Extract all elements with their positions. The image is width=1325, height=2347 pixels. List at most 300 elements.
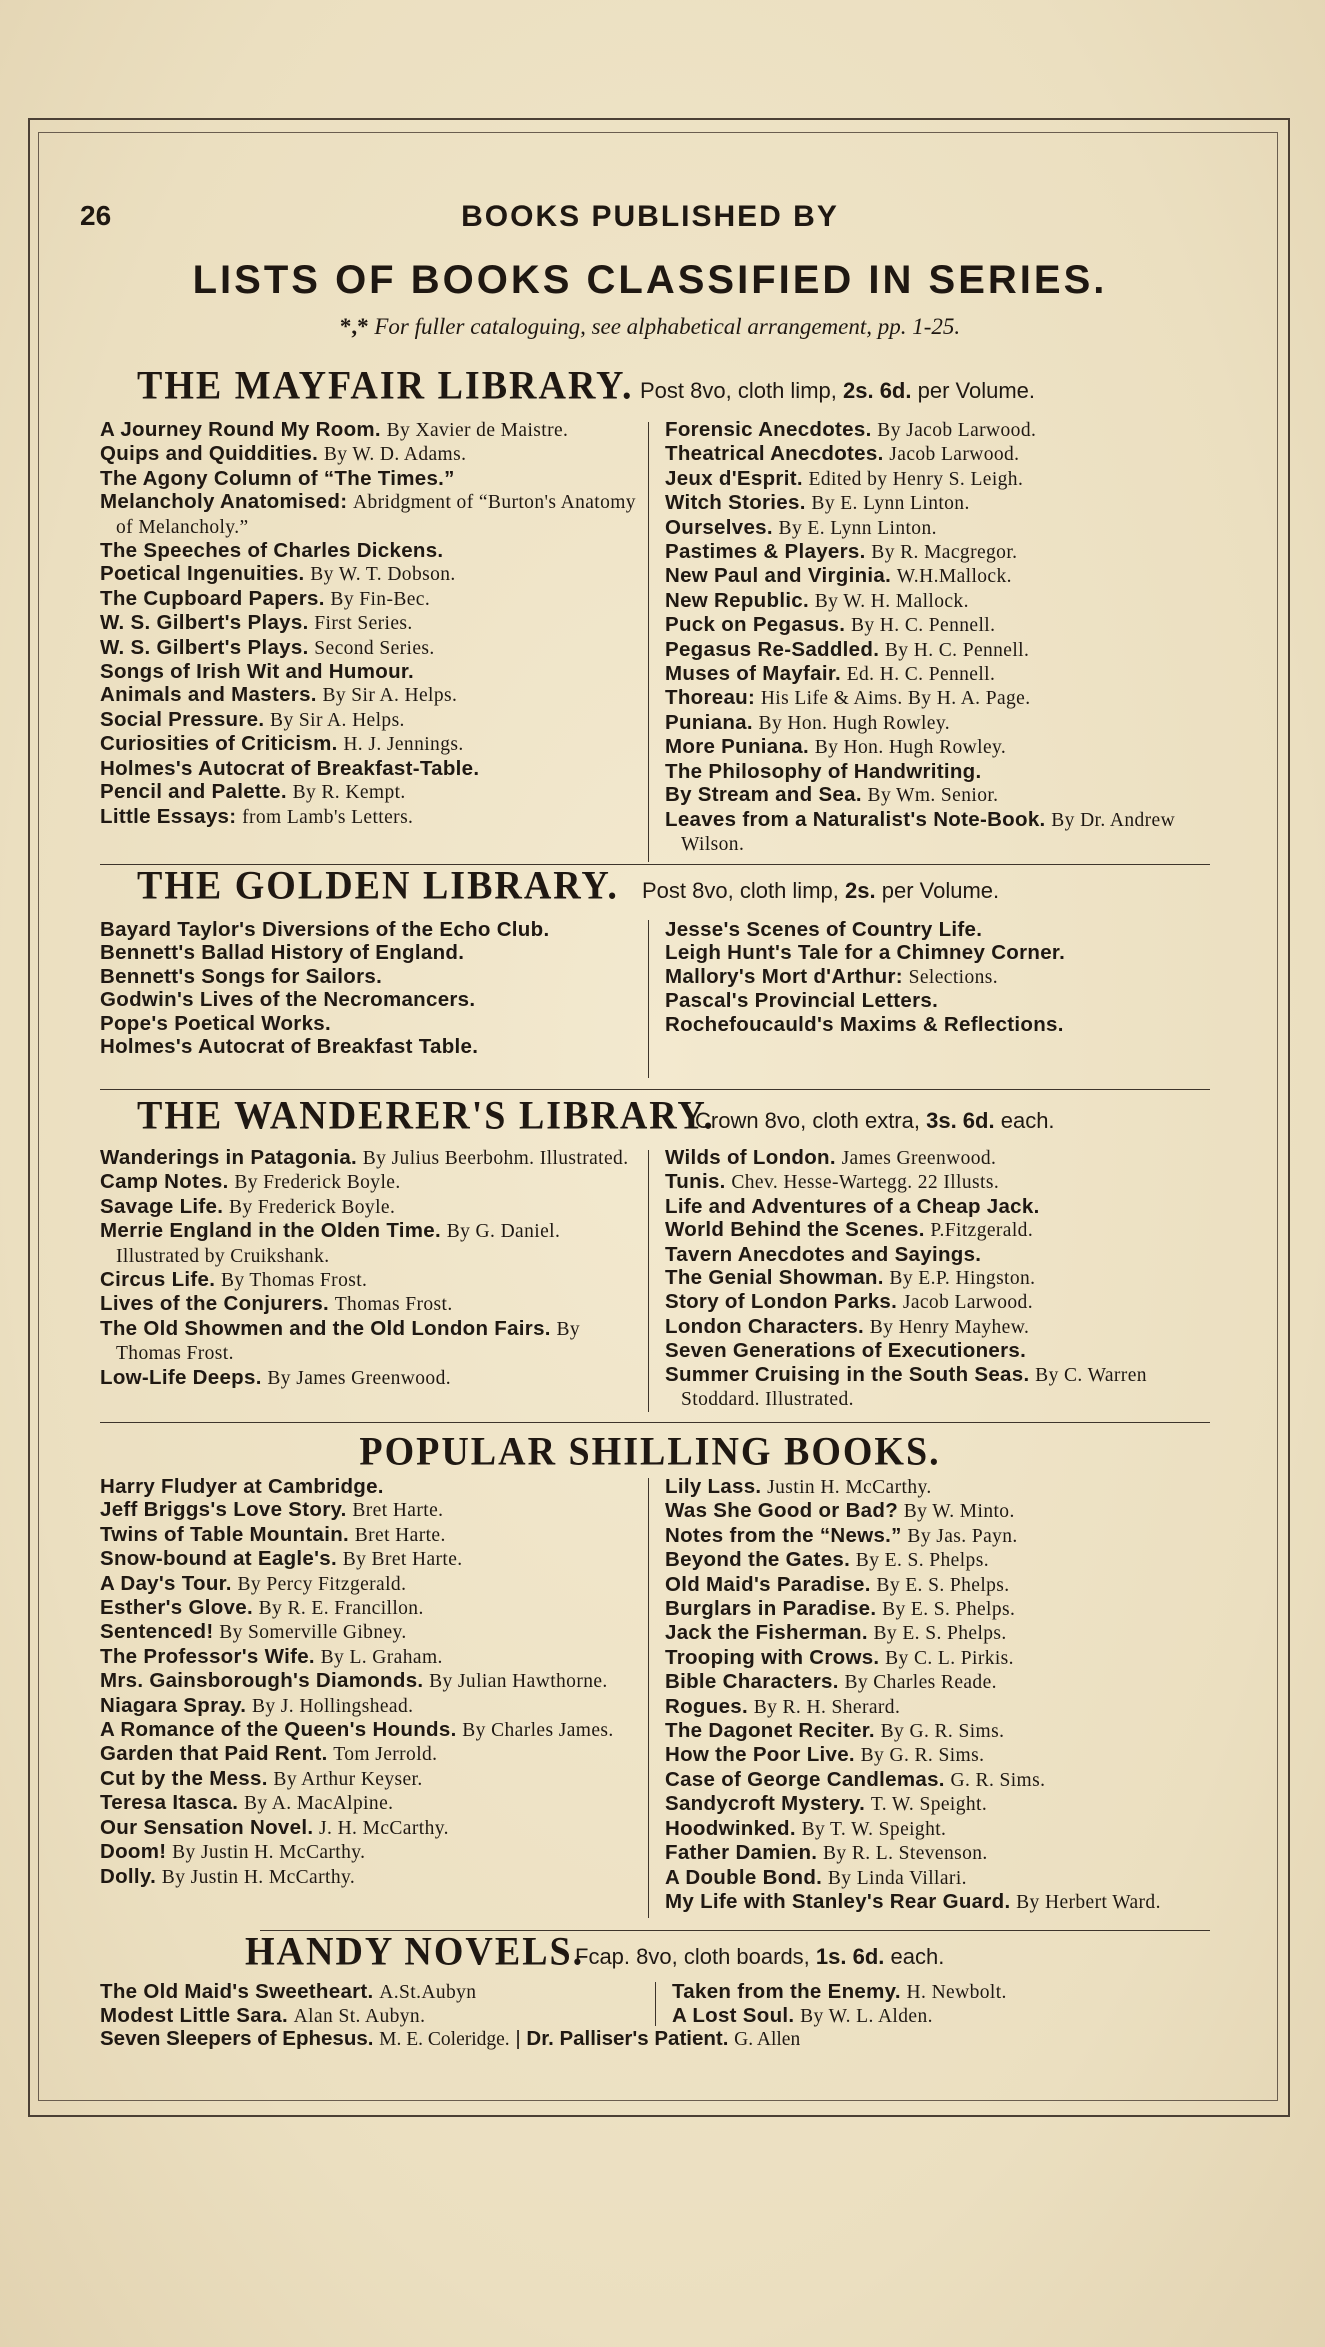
book-entry (100, 780, 645, 804)
book-title: Our Sensation Novel. (100, 1815, 314, 1839)
book-title: Niagara Spray. (100, 1693, 247, 1717)
book-title: Pegasus Re-Saddled. (665, 637, 880, 661)
book-entry (100, 1195, 645, 1219)
book-author: Second Series. (314, 637, 435, 659)
book-author: Thomas Frost. (334, 1294, 453, 1316)
book-title: Theatrical Anecdotes. (665, 442, 884, 466)
book-author: G. Allen (734, 2029, 801, 2050)
section-description (695, 1108, 1055, 1134)
section-title: HANDY NOVELS. (245, 1929, 585, 1975)
book-author: By W. D. Adams. (323, 444, 467, 466)
book-title: Modest Little Sara. (100, 2004, 288, 2028)
book-author: By R. Macgregor. (871, 542, 1018, 564)
book-entry (100, 757, 645, 780)
book-entry (100, 1523, 645, 1547)
book-entry (665, 1573, 1210, 1597)
book-entry (100, 1572, 645, 1596)
golden-right-column (665, 918, 1210, 1036)
book-title: Circus Life. (100, 1268, 216, 1292)
book-entry (665, 1866, 1210, 1890)
book-title: Rochefoucauld's Maxims & Reflections. (665, 1012, 1064, 1036)
book-entry (665, 662, 1210, 686)
book-title: Twins of Table Mountain. (100, 1522, 350, 1546)
book-title: Jack the Fisherman. (665, 1621, 868, 1645)
book-title: Sentenced! (100, 1620, 214, 1644)
book-title: Low-Life Deeps. (100, 1365, 262, 1389)
book-author: Ed. H. C. Pennell. (846, 664, 996, 686)
handy-left-column (100, 1980, 640, 2029)
book-entry (100, 1791, 645, 1815)
book-author: By Linda Villari. (827, 1867, 967, 1889)
book-title: Rogues. (665, 1694, 748, 1718)
book-author: By Frederick Boyle. (234, 1172, 401, 1194)
book-author: Tom Jerrold. (333, 1744, 438, 1766)
book-title: Taken from the Enemy. (672, 1980, 901, 2003)
note-text: For fuller cataloguing, see alphabetical arrangement, pp. 1-25. (374, 314, 961, 339)
column-divider (648, 1478, 649, 1918)
book-author: W.H.Mallock. (896, 566, 1012, 588)
book-author: J. H. McCarthy. (319, 1817, 449, 1839)
book-title: Thoreau: (665, 686, 756, 710)
book-title: The Dagonet Reciter. (665, 1719, 875, 1743)
entry-separator: | (515, 2027, 521, 2050)
book-author: By E. S. Phelps. (873, 1623, 1007, 1645)
book-title: Summer Cruising in the South Seas. (665, 1362, 1030, 1386)
book-title: The Agony Column of “The Times.” (100, 466, 455, 490)
book-entry (100, 941, 645, 964)
book-entry (100, 2004, 640, 2028)
book-title: How the Poor Live. (665, 1743, 855, 1767)
book-author: H. J. Jennings. (343, 734, 464, 756)
book-entry (100, 418, 645, 442)
book-entry (100, 805, 645, 829)
book-author: By Sir A. Helps. (322, 685, 458, 707)
book-title: Bible Characters. (665, 1670, 839, 1694)
book-title: Leaves from a Naturalist's Note-Book. (665, 807, 1046, 831)
book-author: By Percy Fitzgerald. (237, 1573, 407, 1595)
mayfair-left-column (100, 418, 645, 829)
book-title: Doom! (100, 1840, 167, 1864)
book-author: By Thomas Frost. (116, 1318, 581, 1365)
book-entry (665, 613, 1210, 637)
handy-heading (245, 1928, 1315, 1976)
book-title: Jesse's Scenes of Country Life. (665, 918, 983, 941)
running-head: BOOKS PUBLISHED BY (461, 200, 839, 233)
book-title: Sandycroft Mystery. (665, 1792, 866, 1816)
book-title: The Philosophy of Handwriting. (665, 759, 982, 783)
book-title: World Behind the Scenes. (665, 1218, 925, 1242)
book-author: By Frederick Boyle. (228, 1196, 396, 1218)
book-entry (100, 562, 645, 586)
book-entry (100, 1219, 645, 1268)
book-title: The Cupboard Papers. (100, 586, 325, 610)
book-author: By Julian Hawthorne. (429, 1671, 608, 1693)
book-entry (665, 1841, 1210, 1865)
section-rule (100, 1089, 1210, 1090)
popular-right-column (665, 1475, 1210, 1914)
book-title: Teresa Itasca. (100, 1791, 239, 1815)
book-entry (665, 711, 1210, 735)
book-title: Tavern Anecdotes and Sayings. (665, 1242, 982, 1266)
book-entry (665, 516, 1210, 540)
desc-price: 1s. 6d. (815, 1944, 885, 1969)
book-author: By A. MacAlpine. (244, 1793, 394, 1815)
book-author: By R. H. Sherard. (753, 1696, 901, 1718)
book-title: London Characters. (665, 1314, 865, 1338)
book-author: By T. W. Speight. (801, 1818, 947, 1840)
section-description (575, 1944, 944, 1970)
book-author: By Justin H. McCarthy. (172, 1842, 366, 1864)
book-title: Bennett's Songs for Sailors. (100, 964, 383, 988)
book-author: By Justin H. McCarthy. (161, 1866, 356, 1888)
book-author: By E. S. Phelps. (882, 1599, 1016, 1621)
desc-price: 3s. 6d. (926, 1108, 995, 1133)
book-author: By G. Daniel. Illustrated by Cruikshank. (116, 1221, 561, 1267)
book-title: The Genial Showman. (665, 1266, 884, 1290)
section-title: THE MAYFAIR LIBRARY. (137, 363, 634, 409)
book-author: By Herbert Ward. (1016, 1891, 1161, 1913)
book-title: Tunis. (665, 1170, 726, 1194)
book-title: Life and Adventures of a Cheap Jack. (665, 1194, 1040, 1218)
book-title: Mallory's Mort d'Arthur: (665, 964, 903, 988)
book-title: Father Damien. (665, 1841, 818, 1865)
book-title: Bennett's Ballad History of England. (100, 941, 465, 965)
book-entry (665, 1621, 1210, 1645)
popular-heading (80, 1424, 1220, 1475)
book-author: By Fin-Bec. (330, 588, 431, 610)
book-entry (100, 1170, 645, 1194)
book-author: By Dr. Andrew Wilson. (681, 809, 1176, 855)
book-entry (100, 1035, 645, 1058)
book-author: Jacob Larwood. (889, 444, 1020, 466)
book-entry (100, 1012, 645, 1035)
book-entry (665, 1243, 1210, 1266)
book-entry (100, 1146, 645, 1170)
book-entry (665, 1597, 1210, 1621)
book-entry (100, 611, 645, 635)
book-entry (665, 1817, 1210, 1841)
book-author: Edited by Henry S. Leigh. (808, 468, 1024, 490)
column-divider (648, 1150, 649, 1412)
book-title: Quips and Quiddities. (100, 442, 319, 466)
book-title: Case of George Candlemas. (665, 1767, 945, 1791)
book-entry (665, 1743, 1210, 1767)
book-title: Lily Lass. (665, 1475, 762, 1498)
book-title: Forensic Anecdotes. (665, 418, 872, 441)
book-entry (665, 1266, 1210, 1290)
book-entry (672, 1980, 1212, 2004)
golden-heading (137, 862, 1207, 910)
book-author: By Charles James. (462, 1720, 614, 1742)
book-entry (665, 564, 1210, 588)
book-author: By G. R. Sims. (860, 1745, 985, 1767)
book-entry (100, 636, 645, 660)
book-entry (100, 1694, 645, 1718)
book-entry (672, 2004, 1212, 2028)
book-author: G. R. Sims. (950, 1769, 1046, 1791)
book-author: By R. Kempt. (292, 782, 406, 804)
book-entry (665, 1890, 1210, 1914)
book-title: Little Essays: (100, 804, 237, 828)
book-entry (665, 1475, 1210, 1499)
book-entry (665, 1670, 1210, 1694)
column-divider (655, 1982, 656, 2026)
book-entry (665, 1695, 1210, 1719)
book-title: Holmes's Autocrat of Breakfast-Table. (100, 756, 480, 780)
section-description (642, 878, 999, 904)
book-title: Snow-bound at Eagle's. (100, 1547, 337, 1571)
book-title: Social Pressure. (100, 707, 265, 731)
book-entry (100, 1980, 640, 2004)
book-entry (100, 988, 645, 1011)
section-description (640, 378, 1035, 404)
book-entry (665, 918, 1210, 941)
book-author: By E.P. Hingston. (889, 1268, 1036, 1290)
book-title: The Professor's Wife. (100, 1644, 315, 1668)
book-title: The Old Maid's Sweetheart. (100, 1980, 374, 2003)
book-entry (100, 1718, 645, 1742)
book-entry (100, 1317, 645, 1366)
book-author: Abridgment of “Burton's Anatomy of Melancholy.” (116, 492, 636, 538)
book-title: Lives of the Conjurers. (100, 1292, 330, 1316)
book-entry (100, 1596, 645, 1620)
book-title: Jeux d'Esprit. (665, 466, 803, 490)
book-entry (100, 1620, 645, 1644)
book-entry (665, 638, 1210, 662)
book-entry (665, 1499, 1210, 1523)
book-author: By Wm. Senior. (867, 785, 999, 807)
book-author: By W. H. Mallock. (814, 590, 969, 612)
desc-format: Fcap. 8vo, cloth boards, (575, 1944, 810, 1969)
book-entry (100, 1816, 645, 1840)
book-author: First Series. (314, 613, 413, 635)
book-title: Holmes's Autocrat of Breakfast Table. (100, 1035, 479, 1059)
book-title: Animals and Masters. (100, 683, 317, 707)
book-title: More Puniana. (665, 735, 810, 759)
book-title: Melancholy Anatomised: (100, 490, 348, 514)
book-title: Ourselves. (665, 515, 773, 539)
book-entry (665, 1146, 1210, 1170)
book-title: Pope's Poetical Works. (100, 1011, 331, 1035)
book-entry (100, 965, 645, 988)
book-title: A Romance of the Queen's Hounds. (100, 1718, 457, 1742)
book-entry (100, 467, 645, 490)
book-title: Savage Life. (100, 1194, 224, 1218)
book-entry (665, 1013, 1210, 1036)
book-author: H. Newbolt. (906, 1982, 1007, 2003)
book-entry (665, 1524, 1210, 1548)
book-author: By Xavier de Maistre. (386, 420, 569, 441)
book-entry (665, 1768, 1210, 1792)
book-entry (665, 1548, 1210, 1572)
book-author: By H. C. Pennell. (884, 639, 1030, 661)
book-entry (665, 808, 1210, 857)
book-entry (100, 1865, 645, 1889)
desc-format: Post 8vo, cloth limp, (642, 878, 839, 903)
book-entry (665, 760, 1210, 783)
book-author: Justin H. McCarthy. (767, 1477, 932, 1498)
book-title: Harry Fludyer at Cambridge. (100, 1475, 384, 1498)
book-title: Seven Generations of Executioners. (665, 1339, 1027, 1363)
book-author: James Greenwood. (841, 1148, 997, 1169)
book-title: Garden that Paid Rent. (100, 1742, 328, 1766)
catalogue-note (80, 314, 1220, 340)
book-entry (100, 708, 645, 732)
section-title: THE WANDERER'S LIBRARY. (137, 1093, 715, 1139)
book-author: By Somerville Gibney. (219, 1622, 407, 1644)
column-divider (648, 920, 649, 1078)
book-entry (665, 1792, 1210, 1816)
book-entry (100, 1475, 645, 1498)
book-entry (100, 732, 645, 756)
book-entry (100, 918, 645, 941)
book-entry (665, 418, 1210, 442)
desc-unit: per Volume. (881, 878, 1000, 903)
book-title: Story of London Parks. (665, 1290, 898, 1314)
book-author: By C. L. Pirkis. (885, 1647, 1014, 1669)
book-author: By Hon. Hugh Rowley. (814, 737, 1007, 759)
wanderer-left-column (100, 1146, 645, 1390)
section-title: POPULAR SHILLING BOOKS. (359, 1429, 941, 1475)
book-entry (665, 491, 1210, 515)
book-author: Bret Harte. (354, 1524, 446, 1546)
book-title: W. S. Gilbert's Plays. (100, 611, 309, 635)
book-title: Notes from the “News.” (665, 1523, 902, 1547)
book-entry (665, 1339, 1210, 1362)
book-author: By C. Warren Stoddard. Illustrated. (681, 1364, 1147, 1411)
book-author: By James Greenwood. (267, 1367, 451, 1389)
book-entry (665, 735, 1210, 759)
desc-unit: each. (1000, 1108, 1055, 1133)
book-author: By Arthur Keyser. (273, 1768, 423, 1790)
book-entry (665, 965, 1210, 989)
book-entry (100, 587, 645, 611)
book-title: Jeff Briggs's Love Story. (100, 1498, 347, 1522)
book-author: By Hon. Hugh Rowley. (758, 712, 950, 734)
book-title: Mrs. Gainsborough's Diamonds. (100, 1669, 424, 1693)
mayfair-heading (137, 362, 1207, 410)
book-title: New Republic. (665, 588, 810, 612)
book-entry (665, 1719, 1210, 1743)
book-title: Cut by the Mess. (100, 1766, 268, 1790)
book-title: Puck on Pegasus. (665, 613, 846, 637)
desc-unit: per Volume. (917, 378, 1036, 403)
book-entry (100, 442, 645, 466)
popular-left-column (100, 1475, 645, 1889)
book-entry (665, 941, 1210, 964)
book-author: Selections. (908, 966, 999, 988)
book-title: Muses of Mayfair. (665, 662, 841, 686)
desc-unit: each. (890, 1944, 945, 1969)
book-entry (665, 686, 1210, 710)
book-title: Beyond the Gates. (665, 1548, 851, 1572)
book-author: By Henry Mayhew. (869, 1316, 1030, 1338)
book-author: By E. S. Phelps. (855, 1550, 989, 1572)
book-entry (100, 539, 645, 562)
book-title: Witch Stories. (665, 491, 806, 515)
book-entry (665, 989, 1210, 1012)
book-author: A.St.Aubyn (379, 1982, 477, 2003)
book-title: Bayard Taylor's Diversions of the Echo Club. (100, 918, 550, 941)
handy-last-line (100, 2027, 800, 2051)
book-author: By Julius Beerbohm. Illustrated. (362, 1148, 629, 1169)
book-author: By Thomas Frost. (220, 1270, 368, 1292)
book-author: By E. Lynn Linton. (811, 493, 970, 515)
book-entry (100, 1292, 645, 1316)
book-author: By W. T. Dobson. (310, 564, 456, 586)
book-title: By Stream and Sea. (665, 783, 862, 807)
book-author: By Jacob Larwood. (877, 420, 1037, 441)
desc-price: 2s. (845, 878, 876, 903)
column-divider (648, 422, 649, 862)
book-author: By E. S. Phelps. (876, 1574, 1010, 1596)
wanderer-heading (137, 1092, 1207, 1140)
book-entry (100, 1669, 645, 1693)
book-title: My Life with Stanley's Rear Guard. (665, 1889, 1011, 1913)
book-title: Poetical Ingenuities. (100, 562, 305, 586)
book-author: Jacob Larwood. (902, 1292, 1033, 1314)
book-title: Dr. Palliser's Patient. (526, 2027, 729, 2050)
book-entry (100, 1767, 645, 1791)
book-author: By Jas. Payn. (907, 1525, 1018, 1547)
book-author: By R. E. Francillon. (258, 1598, 424, 1620)
section-title: THE GOLDEN LIBRARY. (137, 863, 619, 909)
book-title: Esther's Glove. (100, 1596, 253, 1620)
book-entry (665, 467, 1210, 491)
book-author: Chev. Hesse-Wartegg. 22 Illusts. (731, 1172, 1000, 1194)
book-entry (665, 783, 1210, 807)
book-author: By H. C. Pennell. (850, 615, 996, 637)
book-entry (665, 1646, 1210, 1670)
book-title: Puniana. (665, 710, 753, 734)
book-title: Merrie England in the Olden Time. (100, 1219, 441, 1243)
book-title: Curiosities of Criticism. (100, 732, 338, 756)
book-author: By L. Graham. (320, 1646, 443, 1668)
book-title: A Double Bond. (665, 1865, 823, 1889)
wanderer-right-column (665, 1146, 1210, 1411)
book-entry (100, 1547, 645, 1571)
book-entry (100, 1840, 645, 1864)
book-title: Hoodwinked. (665, 1816, 796, 1840)
book-title: Godwin's Lives of the Necromancers. (100, 988, 476, 1012)
book-title: A Lost Soul. (672, 2004, 795, 2028)
book-title: The Speeches of Charles Dickens. (100, 539, 444, 563)
page-title: LISTS OF BOOKS CLASSIFIED IN SERIES. (192, 258, 1108, 302)
book-author: His Life & Aims. By H. A. Page. (760, 688, 1031, 710)
book-title: Old Maid's Paradise. (665, 1572, 871, 1596)
book-title: Leigh Hunt's Tale for a Chimney Corner. (665, 941, 1066, 965)
book-title: Camp Notes. (100, 1170, 229, 1194)
book-author: Bret Harte. (352, 1500, 444, 1522)
book-title: W. S. Gilbert's Plays. (100, 635, 309, 659)
book-entry (100, 1645, 645, 1669)
book-title: Songs of Irish Wit and Humour. (100, 660, 415, 684)
book-entry (100, 1366, 645, 1390)
book-title: The Old Showmen and the Old London Fairs. (100, 1316, 551, 1340)
book-author: P.Fitzgerald. (930, 1220, 1034, 1242)
book-author: By G. R. Sims. (880, 1721, 1005, 1743)
note-marker: *,* (339, 314, 369, 339)
book-entry (665, 1315, 1210, 1339)
book-entry (665, 1195, 1210, 1218)
golden-left-column (100, 918, 645, 1058)
book-entry (665, 540, 1210, 564)
book-entry (665, 589, 1210, 613)
book-author: By E. Lynn Linton. (778, 517, 937, 539)
book-author: By J. Hollingshead. (251, 1695, 414, 1717)
book-entry (100, 660, 645, 683)
book-author: By Sir A. Helps. (270, 709, 405, 731)
